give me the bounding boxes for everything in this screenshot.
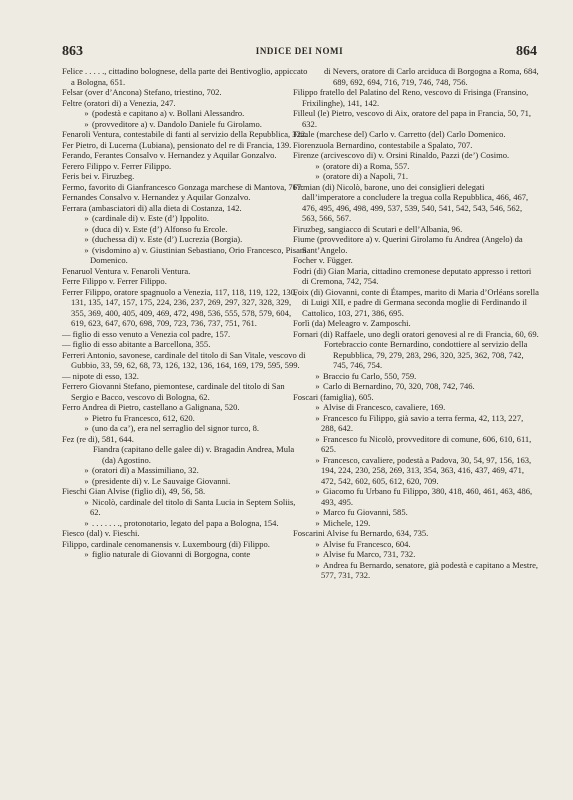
index-entry-text: Pietro fu Francesco, 612, 620. [92,412,195,423]
index-entry [62,549,308,560]
index-entry-text: (presidente di) v. Le Sauvaige Giovanni. [92,475,231,486]
ditto-mark: » [84,244,89,255]
index-entry [293,171,539,182]
index-entry-text: Fiesco (dal) v. Fieschi. [62,528,140,538]
index-entry-text: Marco fu Giovanni, 585. [323,507,408,517]
index-entry [62,287,308,329]
ditto-mark: » [84,108,89,118]
ditto-mark: » [84,412,89,423]
ditto-mark: » [315,370,320,381]
ditto-mark: » [315,454,320,465]
index-entry-text: (visdomino a) v. Giustinian Sebastiano, Orio Francesco, Pisani Domenico. [90,244,307,265]
index-entry [62,66,308,87]
ditto-mark: » [315,160,320,171]
index-entry [293,371,539,382]
page-number-left: 863 [62,44,83,59]
index-entry [293,329,539,340]
index-entry-text: Fodri (di) Gian Maria, cittadino cremonese deputato appresso i rettori di Cremona, 742, 754. [293,265,532,286]
index-entry-text: Fenaroli Ventura, contestabile di fanti al servizio della Repubblica, 322. [62,129,308,139]
index-entry [62,497,308,518]
index-entry [62,87,308,98]
ditto-mark: » [315,517,320,528]
index-entry [293,434,539,455]
index-entry [293,455,539,487]
index-entry-text: Foscari (famiglia), 605. [293,391,374,402]
index-entry [62,339,308,350]
index-entry [62,276,308,287]
index-entry [62,108,308,119]
index-entry [293,266,539,287]
index-entry-text: Ferrara (ambasciatori di) alla dieta di Costanza, 142. [62,202,242,213]
index-entry-text: Feris bei v. Firuzbeg. [62,171,135,181]
index-entry-text: (uno da ca’), era nel serraglio del signor turco, 8. [92,423,260,433]
index-entry [293,318,539,329]
index-entry-text: Finale (marchese del) Carlo v. Carretto (del) Carlo Domenico. [293,129,506,139]
index-entry [293,234,539,255]
index-column-left [62,66,308,560]
index-entry-text: Fiume (provveditore a) v. Querini Girolamo fu Andrea (Angelo) da Sant’Angelo. [293,234,523,255]
index-entry [62,539,308,550]
index-entry-text: Feltre (oratori di) a Venezia, 247. [62,97,176,108]
ditto-mark: » [84,423,89,433]
index-entry [293,528,539,539]
index-entry-text: Fernandes Consalvo v. Hernandez y Aquilar Gonzalvo. [62,192,251,202]
ditto-mark: » [84,234,89,244]
index-entry [62,434,308,445]
index-entry [62,528,308,539]
index-entry [293,255,539,266]
index-entry-text: Firmian (di) Nicolò, barone, uno dei consiglieri delegati dall’imperatore a concludere la tregua colla Repubblica, 466, 467, 476, 495, 496, 498, 499, 537, 539, 540, 541, 542, 543, 546, 562, 563, 566, 567. [293,181,529,223]
index-entry-text: (oratore di) a Napoli, 71. [323,171,408,181]
index-entry-text: Firuzbeg, sangiacco di Scutari e dell’Albania, 96. [293,223,463,234]
index-entry [293,87,539,108]
index-entry-text: figlio naturale di Giovanni di Borgogna, conte [92,549,251,559]
index-entry [293,339,539,371]
index-entry [62,486,308,497]
index-entry-text: Fiorenzuola Bernardino, contestabile a Spalato, 707. [293,139,473,150]
index-entry [293,507,539,518]
index-entry-text: Ferreri Antonio, savonese, cardinale del titolo di San Vitale, vescovo di Gubbio, 33, 59, 62, 68, 73, 126, 132, 136, 164, 169, 179, 595, 599. [62,349,306,370]
index-entry-text: Ferro Andrea di Pietro, castellano a Galignana, 520. [62,402,240,412]
index-entry [293,224,539,235]
index-column-right [293,66,539,581]
index-entry-text: Ferre Filippo v. Ferrer Filippo. [62,276,167,286]
index-entry [62,182,308,193]
index-entry [62,350,308,371]
index-entry-text: di Nevers, oratore di Carlo arciduca di Borgogna a Roma, 684, 689, 692, 694, 716, 719, 746, 748, 756. [324,66,539,87]
index-entry-text: Ferrer Filippo, oratore spagnuolo a Venezia, 117, 118, 119, 122, 130, 131, 135, 147, 157, 175, 224, 236, 237, 269, 297, 327, 328, 329, 355, 369, 400, 405, 409, 469, 472, 498, 536, 555, 578, 579, 604, 619, 623, 647, 670, 698, 709, 723, 736, 737, 751, 761. [62,286,298,328]
index-entry [62,150,308,161]
index-entry-text: Fornari (di) Raffaele, uno degli oratori genovesi al re di Francia, 60, 69. [293,328,539,339]
index-entry-text: (cardinale di) v. Este (d’) Ippolito. [92,213,209,223]
index-entry-text: (oratore di) a Roma, 557. [323,160,410,171]
ditto-mark: » [84,223,89,234]
index-entry [62,413,308,424]
index-entry-text: Alvise fu Francesco, 604. [323,538,411,549]
index-entry [62,161,308,172]
index-entry [293,549,539,560]
index-entry [62,203,308,214]
index-entry [62,444,308,465]
index-entry [293,413,539,434]
ditto-mark: » [84,465,89,475]
index-entry-text: Alvise fu Marco, 731, 732. [323,549,416,559]
index-entry [62,465,308,476]
ditto-mark: » [315,549,320,559]
index-entry-text: Forlì (da) Meleagro v. Zamposchi. [293,318,411,328]
ditto-mark: » [315,559,320,570]
index-entry-text: Ferando, Ferantes Consalvo v. Hernandez y Aquilar Gonzalvo. [62,150,277,160]
index-entry [293,539,539,550]
index-entry [62,518,308,529]
index-entry-text: (oratori di) a Massimiliano, 32. [92,465,199,475]
ditto-mark: » [315,538,320,549]
index-entry-text: (provveditore a) v. Dandolo Daniele fu Girolamo. [92,118,262,129]
index-entry-text: Foix (di) Giovanni, conte di Étampes, marito di Maria d’Orléans sorella di Luigi XII, e padre di Germana seconda moglie di Ferdinando il Cattolico, 103, 271, 386, 695. [293,286,539,318]
index-entry [293,402,539,413]
index-entry [62,423,308,434]
index-entry-text: Giacomo fu Urbano fu Filippo, 380, 418, 460, 461, 463, 486, 493, 495. [321,486,533,507]
ditto-mark: » [84,118,89,129]
index-entry-text: Ferero Filippo v. Ferrer Filippo. [62,160,172,171]
index-entry-text: Fer Pietro, di Lucerna (Lubiana), pensionato del re di Francia, 139. [62,139,292,150]
index-entry [293,182,539,224]
index-entry-text: Firenze (arcivescovo di) v. Orsini Rinaldo, Pazzi (de’) Cosimo. [293,150,510,160]
ditto-mark: » [84,517,89,528]
index-entry [293,560,539,581]
index-entry-text: Foscarini Alvise fu Bernardo, 634, 735. [293,528,429,538]
index-entry-text: Fez (re di), 581, 644. [62,433,134,444]
ditto-mark: » [84,496,89,507]
index-entry [62,119,308,130]
index-entry-text: Andrea fu Bernardo, senatore, già podestà e capitano a Mestre, 577, 731, 732. [321,559,539,580]
index-entry [62,245,308,266]
index-entry-text: Francesco fu Filippo, già savio a terra ferma, 42, 113, 227, 288, 642. [321,412,524,433]
index-entry [62,171,308,182]
index-entry [62,129,308,140]
index-entry [62,329,308,340]
ditto-mark: » [315,412,320,423]
index-entry-text: Fortebraccio conte Bernardino, condottiere al servizio della Repubblica, 79, 279, 283, 296, 320, 325, 362, 708, 742, 745, 746, 754. [324,339,528,370]
index-entry [293,150,539,161]
index-entry-text: . . . . . . ., protonotario, legato del papa a Bologna, 154. [92,517,279,528]
index-entry-text: — figlio di esso venuto a Venezia col padre, 157. [62,328,231,339]
index-entry-text: Braccio fu Carlo, 550, 759. [323,370,417,381]
index-entry [293,66,539,87]
index-entry [293,486,539,507]
page-number-right: 864 [516,44,537,59]
ditto-mark: » [84,213,89,223]
index-entry [293,518,539,529]
index-entry-text: Ferrero Giovanni Stefano, piemontese, cardinale del titolo di San Sergio e Bacco, vescovo di Bologna, 62. [62,381,285,402]
index-entry-text: Fermo, favorito di Gianfrancesco Gonzaga marchese di Mantova, 767. [62,181,304,192]
page-header [62,44,537,62]
index-entry-text: Filleul (le) Pietro, vescovo di Aix, oratore del papa in Francia, 50, 71, 632. [293,108,532,129]
index-entry [293,392,539,403]
ditto-mark: » [315,433,320,444]
index-entry [62,381,308,402]
index-entry [293,129,539,140]
ditto-mark: » [315,402,320,412]
ditto-mark: » [84,475,89,486]
index-entry-text: Michele, 129. [323,517,371,528]
index-entry [62,224,308,235]
index-entry-text: Fiandra (capitano delle galee di) v. Bragadin Andrea, Mula (da) Agostino. [93,444,295,465]
index-entry-text: (duchessa di) v. Este (d’) Lucrezia (Borgia). [92,234,243,244]
index-entry-text: Felsar (over d’Ancona) Stefano, triestino, 702. [62,87,222,97]
index-entry-text: Francesco fu Nicolò, provveditore di comune, 606, 610, 611, 625. [321,433,532,454]
index-entry-text: Fieschi Gian Alvise (figlio di), 49, 56, 58. [62,486,206,496]
index-entry [62,234,308,245]
index-entry [62,266,308,277]
index-entry-text: Focher v. Függer. [293,255,353,265]
running-title: INDICE DEI NOMI [255,46,344,56]
index-entry-text: — nipote di esso, 132. [62,370,139,381]
index-entry [62,213,308,224]
index-entry-text: Filippo fratello del Palatino del Reno, vescovo di Frisinga (Fransino, Frixilinghe), 141, 142. [293,87,529,108]
ditto-mark: » [315,507,320,517]
index-entry-text: Nicolò, cardinale del titolo di Santa Lucia in Septem Soliis, 62. [90,496,296,517]
index-entry [62,371,308,382]
index-entry-text: Felice . . . . ., cittadino bolognese, della parte dei Bentivoglio, appiccato a Bologna, 651. [62,66,308,87]
index-entry [62,140,308,151]
ditto-mark: » [315,486,320,496]
index-entry-text: Alvise di Francesco, cavaliere, 169. [323,402,446,412]
ditto-mark: » [315,381,320,391]
index-entry-text: — figlio di esso abitante a Barcellona, 355. [62,339,211,349]
ditto-mark: » [84,549,89,559]
index-entry-text: (podestà e capitano a) v. Bollani Alessandro. [92,108,245,118]
index-entry-text: (duca di) v. Este (d’) Alfonso fu Ercole. [92,223,228,234]
index-entry [293,381,539,392]
index-entry [293,108,539,129]
index-entry-text: Filippo, cardinale cenomanensis v. Luxembourg (di) Filippo. [62,538,270,549]
index-entry [62,402,308,413]
index-entry-text: Francesco, cavaliere, podestà a Padova, 30, 54, 97, 156, 163, 194, 224, 230, 258, 269, 313, 354, 363, 416, 437, 469, 471, 472, 542, 602, 605, 612, 620, 709. [321,454,532,486]
ditto-mark: » [315,171,320,181]
index-entry [293,140,539,151]
index-entry [62,98,308,109]
index-entry [293,161,539,172]
index-entry-text: Fenaruol Ventura v. Fenaroli Ventura. [62,265,191,276]
index-entry [62,476,308,487]
index-entry [293,287,539,319]
index-entry [62,192,308,203]
index-entry-text: Carlo di Bernardino, 70, 320, 708, 742, 746. [323,381,475,391]
